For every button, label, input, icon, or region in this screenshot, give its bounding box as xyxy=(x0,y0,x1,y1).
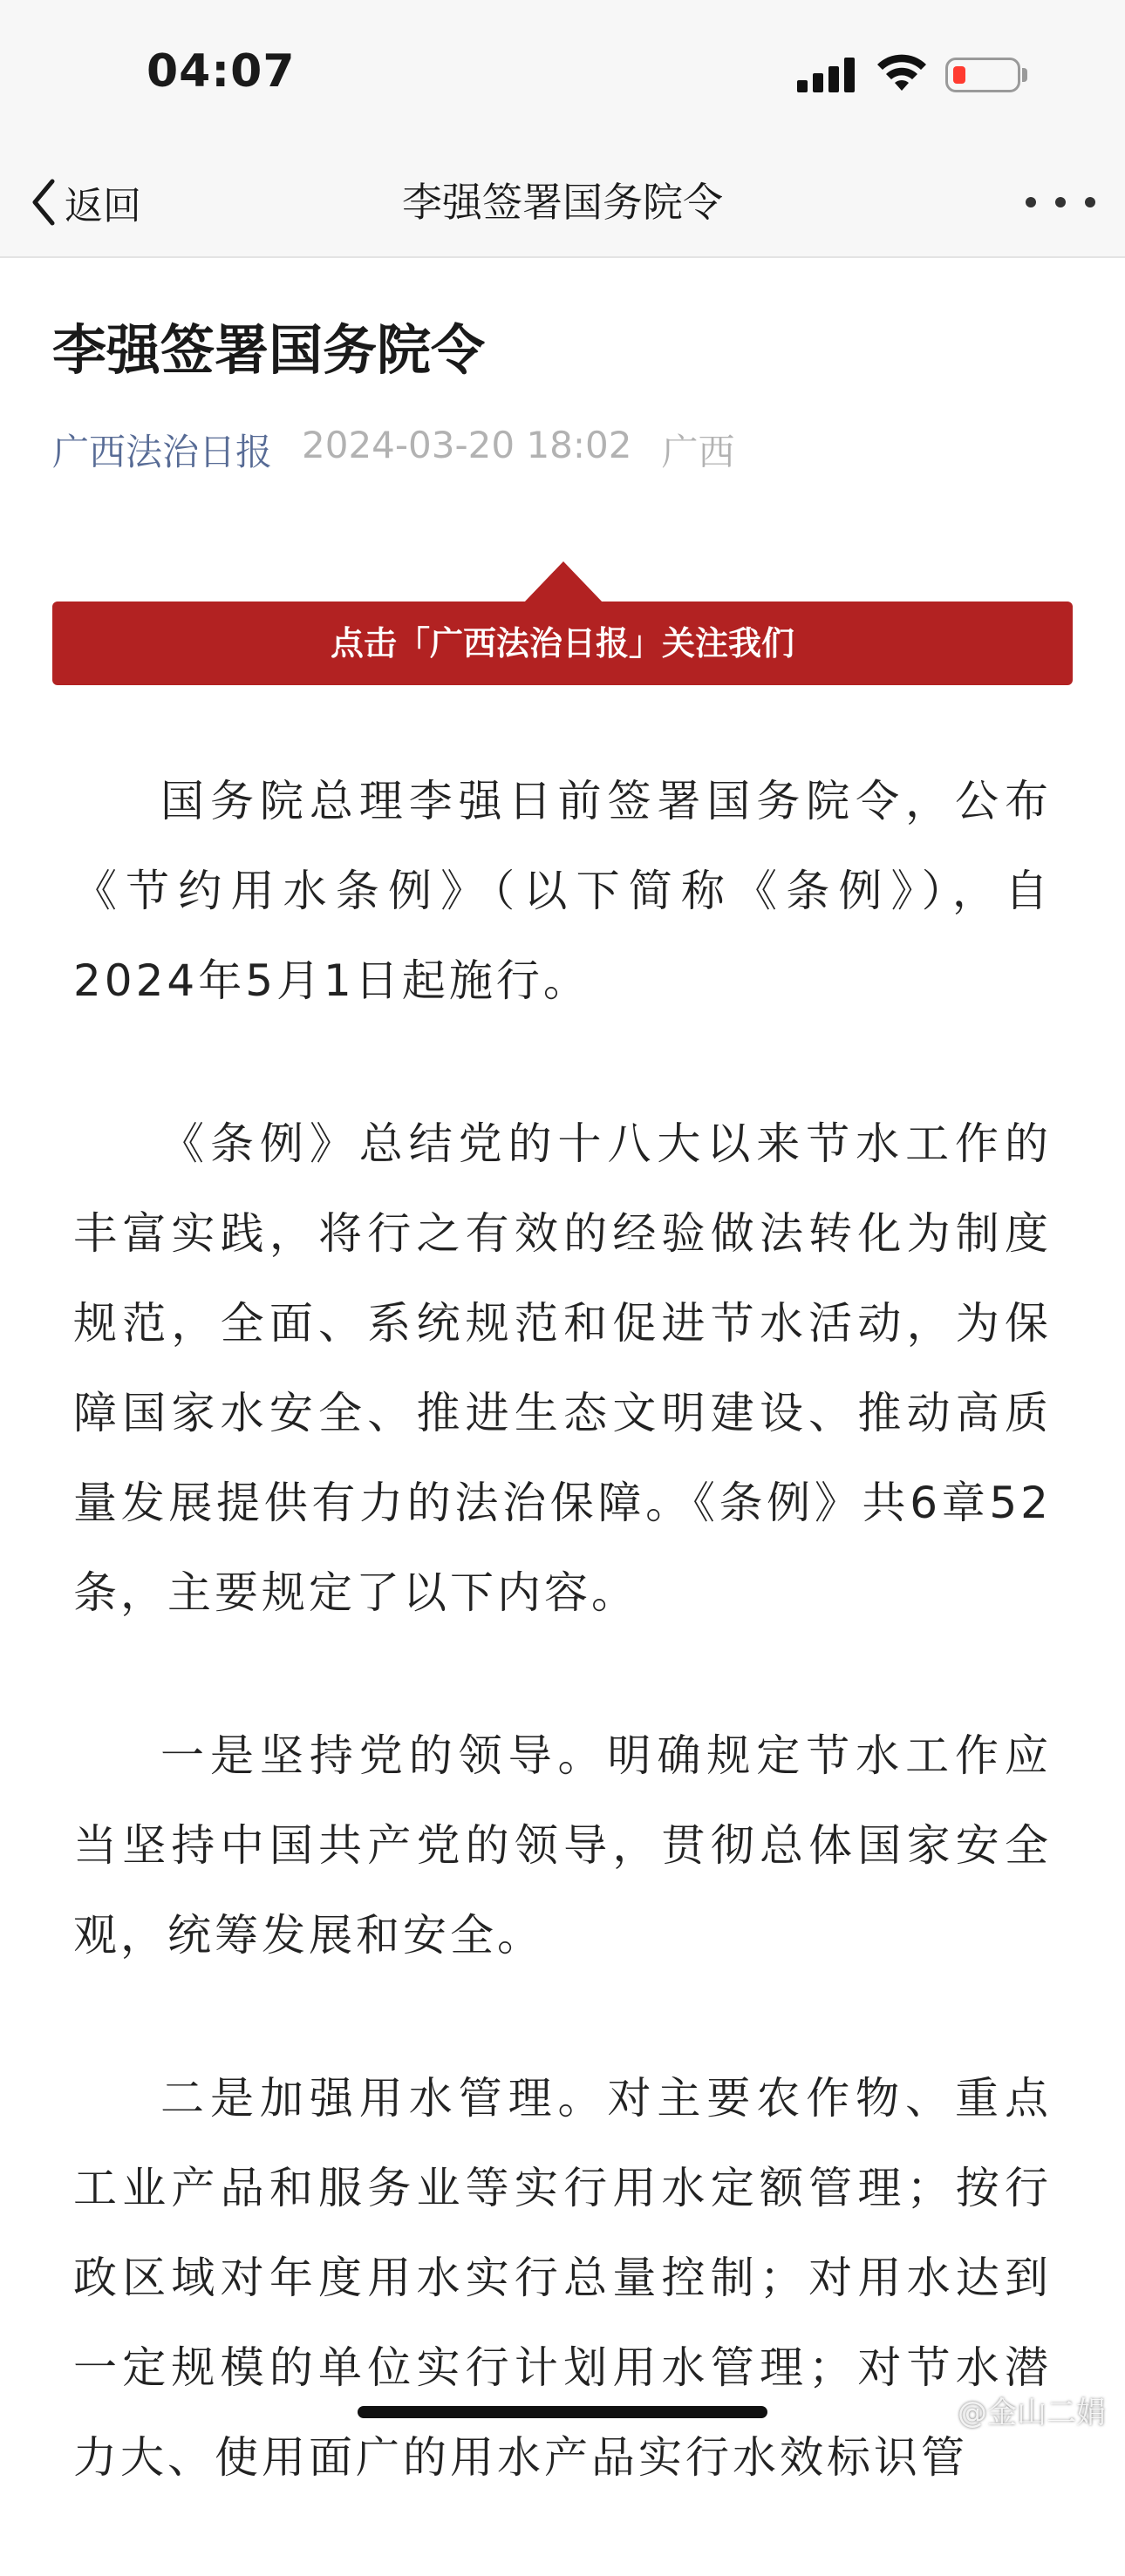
home-indicator[interactable] xyxy=(358,2406,767,2418)
more-dot-icon xyxy=(1055,197,1066,207)
wifi-icon xyxy=(876,52,928,92)
nav-title: 李强签署国务院令 xyxy=(402,179,723,226)
status-time: 04:07 xyxy=(147,45,296,98)
more-dot-icon xyxy=(1085,197,1095,207)
article-paragraph: 二是加强用水管理。对主要农作物、重点工业产品和服务业等实行用水定额管理；按行政区域对年度用水实行总量控制；对用水达到一定规模的单位实行计划用水管理；对节水潜力大、使用面广的用水产品实行水效标识管 xyxy=(73,2073,1052,2483)
status-bar xyxy=(0,0,1125,148)
back-button[interactable] xyxy=(28,167,141,237)
battery-icon xyxy=(945,58,1020,92)
article-date: 2024-03-20 18:02 xyxy=(302,424,632,466)
article-title: 李强签署国务院令 xyxy=(52,318,486,382)
article-paragraph: 一是坚持党的领导。明确规定节水工作应当坚持中国共产党的领导，贯彻总体国家安全观，统筹发展和安全。 xyxy=(73,1730,1052,1961)
more-options-button[interactable] xyxy=(1026,183,1095,221)
nav-bar xyxy=(0,148,1125,258)
cellular-signal-icon xyxy=(797,58,856,92)
watermark: @金山二娟 xyxy=(958,2396,1106,2430)
article-meta xyxy=(52,424,735,476)
battery-cap xyxy=(1022,68,1027,82)
banner-arrow xyxy=(523,561,603,603)
article-paragraph: 《条例》总结党的十八大以来节水工作的丰富实践，将行之有效的经验做法转化为制度规范，全面、系统规范和促进节水活动，为保障国家水安全、推进生态文明建设、推动高质量发展提供有力的法治保障。《条例》共6章52条，主要规定了以下内容。 xyxy=(73,1118,1052,1618)
article-body xyxy=(73,757,1052,2576)
follow-banner-text: 点击「广西法治日报」关注我们 xyxy=(330,624,794,663)
more-dot-icon xyxy=(1026,197,1036,207)
chevron-left-icon xyxy=(28,176,59,228)
article-source-link[interactable]: 广西法治日报 xyxy=(52,431,273,473)
follow-banner[interactable] xyxy=(52,602,1073,685)
article-region: 广西 xyxy=(661,431,735,473)
article-paragraph: 国务院总理李强日前签署国务院令，公布《节约用水条例》（以下简称《条例》），自2024年5月1日起施行。 xyxy=(73,776,1052,1006)
back-label: 返回 xyxy=(65,184,141,228)
battery-level xyxy=(953,66,965,84)
